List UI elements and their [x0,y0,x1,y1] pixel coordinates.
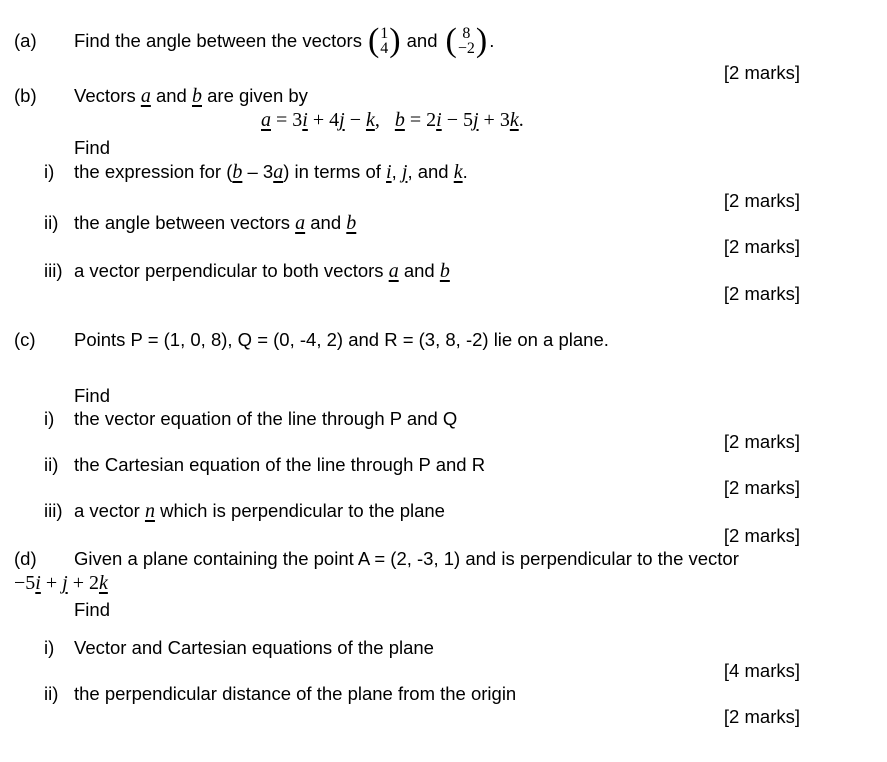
unit-i: i [436,109,442,131]
eq-part: . [518,109,524,131]
part-b-find: Find [74,137,110,158]
part-b-iii-number: iii) [44,260,63,281]
eq-vector-b: b [394,109,405,131]
part-c-ii-text: the Cartesian equation of the line through P and R [74,454,486,475]
part-b-i-marks: [2 marks] [723,190,800,211]
right-paren: ) [389,22,401,59]
vector-definitions [261,109,524,131]
part-c-ii-marks: [2 marks] [723,477,800,498]
part-b-iii-marks: [2 marks] [723,283,800,304]
eq-part: −5 [14,572,36,594]
eq-part: = 2 [404,109,437,131]
unit-k: k [453,161,463,183]
part-d-i-number: i) [44,637,55,658]
part-b-intro [74,85,308,107]
text-part: and [403,260,435,281]
unit-k: k [509,109,519,131]
text-part: the angle between vectors [74,212,290,233]
text-part: – 3 [242,161,274,182]
eq-part: , [374,109,395,131]
text-part: and [310,212,342,233]
part-d-label: (d) [14,548,37,569]
part-d-ii-number: ii) [44,683,59,704]
column-vector-2 [446,24,488,58]
text-part: , and [407,161,449,182]
part-a-end: . [489,30,495,51]
text-part: the expression for ( [74,161,233,182]
vector-n: n [144,500,155,522]
part-c-iii-number: iii) [44,500,63,521]
part-d-i-text: Vector and Cartesian equations of the plane [74,637,434,658]
unit-j: j [472,109,479,131]
part-c-i-marks: [2 marks] [723,431,800,452]
text-part: ) in terms of [283,161,381,182]
text-part: which is perpendicular to the plane [160,500,445,521]
vector-a: a [388,260,399,282]
text-part: , [391,161,397,182]
eq-part: = 3 [271,109,303,131]
eq-part: + 3 [478,109,510,131]
text-part: a vector [74,500,140,521]
part-c-label: (c) [14,329,36,350]
vector-2-bottom: −2 [457,40,475,57]
part-b-i-text [74,161,468,183]
vector-a: a [273,161,284,183]
part-b-iii-text [74,260,450,282]
part-b-label: (b) [14,85,37,106]
vector-b: b [439,260,450,282]
part-b-intro-post: are given by [207,85,308,106]
column-vector-1 [368,24,401,58]
left-paren: ( [445,22,457,59]
part-c-find: Find [74,385,110,406]
unit-j: j [401,161,408,183]
unit-i: i [302,109,308,131]
part-c-iii-text [74,500,445,522]
part-c-iii-marks: [2 marks] [723,525,800,546]
vector-b: b [232,161,243,183]
part-b-ii-marks: [2 marks] [723,236,800,257]
eq-part: + 4 [307,109,340,131]
vector-1-components [379,26,389,56]
part-d-find: Find [74,599,110,620]
part-b-intro-pre: Vectors [74,85,136,106]
part-d-ii-marks: [2 marks] [723,706,800,727]
part-a-and: and [406,30,438,51]
part-a-text: Find the angle between the vectors [74,30,362,51]
unit-k: k [365,109,375,131]
part-d-text: Given a plane containing the point A = (2, -3, 1) and is perpendicular to the vector [74,548,739,569]
part-a-marks: [2 marks] [723,62,800,83]
part-c-i-number: i) [44,408,55,429]
part-a-question [74,22,494,60]
vector-1-top: 1 [380,25,389,42]
vector-a: a [140,85,151,107]
part-d-i-marks: [4 marks] [723,660,800,681]
part-b-and: and [155,85,187,106]
eq-part: − [344,109,366,131]
text-part: a vector perpendicular to both vectors [74,260,384,281]
left-paren: ( [367,22,380,59]
vector-2-components [457,26,476,56]
unit-j: j [62,572,68,594]
eq-part: − 5 [441,109,473,131]
eq-part: + 2 [67,572,99,594]
part-b-i-number: i) [44,161,55,182]
part-d-ii-text: the perpendicular distance of the plane from the origin [74,683,517,704]
part-d-vector [14,572,108,594]
unit-k: k [98,572,108,594]
vector-a: a [295,212,306,234]
vector-b: b [192,85,202,107]
part-b-ii-number: ii) [44,212,59,233]
part-c-text: Points P = (1, 0, 8), Q = (0, -4, 2) and R = (3, 8, -2) lie on a plane. [74,329,609,350]
vector-2-top: 8 [462,25,471,42]
right-paren: ) [475,22,488,59]
unit-i: i [35,572,41,594]
vector-1-bottom: 4 [380,40,389,57]
part-c-i-text: the vector equation of the line through P and Q [74,408,458,429]
part-b-ii-text [74,212,356,234]
part-a-label: (a) [14,30,37,51]
part-c-ii-number: ii) [44,454,59,475]
unit-i: i [386,161,392,183]
eq-vector-a: a [261,109,271,131]
vector-b: b [346,212,357,234]
text-part: . [462,161,468,182]
unit-j: j [339,109,345,131]
eq-part: + [40,572,63,594]
